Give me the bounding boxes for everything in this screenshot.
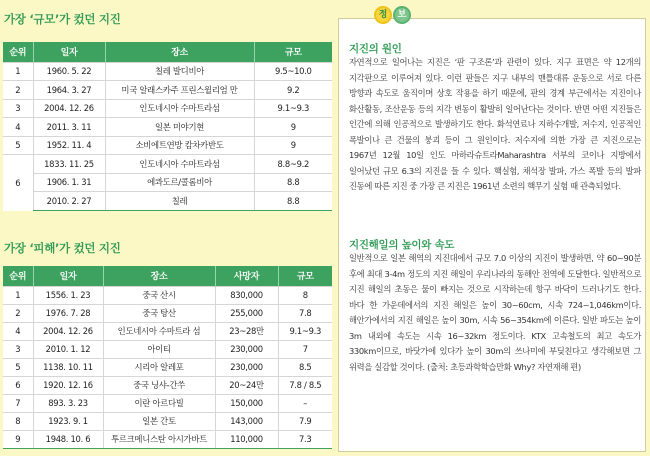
tsunami-text: 일반적으로 일본 해역의 지진대에서 규모 7.0 이상의 지진이 발생하면, 약 60~90분 후에 최대 3-4m 정도의 지진 해일이 우리나라의 동해안 전역에 도달한다. 일반적으로 지진 해일의 초동은 물이 빠지는 것으로 시작하는데 항구 바닥이 드러나기도 한다. 바다 한 가운데에서의 지진 해일은 높이 30~60cm, 시속 724~1,046km이다. 해안가에서의 지진 해일은 높이 30m, 시속 56~354km에 이른다. 일반 파도는 높이 3m 내외에 속도는 시속 16~32km 정도이다. KTX 고속철도의 최고 속도가 330km이므로, 바닷가에 있다가 높이 30m의 쓰나미에 부딪친다고 생각해보면 그 위력을 실감할 것이다. (출처: 초등과학학습만화 Why? 자연재해 편) bbox=[349, 253, 641, 372]
cell-date: 1920. 12. 16 bbox=[33, 376, 103, 394]
cell-place: 칠레 발디비아 bbox=[105, 62, 254, 81]
cell-deaths: 23~28만 bbox=[215, 322, 278, 340]
table-row bbox=[3, 118, 332, 137]
table-row bbox=[3, 155, 332, 174]
cell-deaths: 110,000 bbox=[215, 430, 278, 448]
table-row bbox=[3, 430, 332, 448]
cell-date: 2004. 12. 26 bbox=[33, 99, 105, 118]
table-header-row bbox=[3, 266, 332, 286]
cell-rank: 3 bbox=[3, 340, 33, 358]
cell-place: 일본 간토 bbox=[103, 412, 215, 430]
cell-magnitude: 8.8 bbox=[254, 192, 332, 211]
cell-deaths: 150,000 bbox=[215, 394, 278, 412]
cell-magnitude: 9 bbox=[254, 136, 332, 155]
header-place: 장소 bbox=[103, 266, 215, 286]
info-box bbox=[338, 10, 646, 452]
cell-place: 칠레 bbox=[105, 192, 254, 211]
cell-rank: 5 bbox=[3, 358, 33, 376]
cell-rank: 6 bbox=[3, 155, 33, 211]
cell-place: 소비에트연방 캄차카반도 bbox=[105, 136, 254, 155]
cell-deaths: 830,000 bbox=[215, 286, 278, 304]
info-tag bbox=[374, 6, 411, 24]
info-tag-char: 정 bbox=[374, 6, 392, 24]
cell-place: 에콰도르/콜롬비아 bbox=[105, 173, 254, 192]
table-header-row bbox=[3, 42, 332, 62]
table-row bbox=[3, 394, 332, 412]
table-row bbox=[3, 286, 332, 304]
table-row bbox=[3, 358, 332, 376]
cell-magnitude: 7.9 bbox=[278, 412, 332, 430]
header-rank: 순위 bbox=[3, 42, 33, 62]
scale-section-title: 가장 ‘규모’가 컸던 지진 bbox=[4, 12, 121, 26]
cell-magnitude: 9 bbox=[254, 118, 332, 137]
header-magnitude: 규모 bbox=[254, 42, 332, 62]
header-place: 장소 bbox=[105, 42, 254, 62]
cell-place: 이란 아르다빌 bbox=[103, 394, 215, 412]
cell-magnitude: 7 bbox=[278, 340, 332, 358]
cell-place: 인도네시아 수마트라 섬 bbox=[103, 322, 215, 340]
cell-magnitude: 8.8 bbox=[254, 173, 332, 192]
scale-table bbox=[3, 42, 332, 211]
cell-date: 2011. 3. 11 bbox=[33, 118, 105, 137]
cell-place: 시리아 알레포 bbox=[103, 358, 215, 376]
cell-place: 인도네시아 수마트라섬 bbox=[105, 99, 254, 118]
cell-date: 2004. 12. 26 bbox=[33, 322, 103, 340]
cell-date: 1960. 5. 22 bbox=[33, 62, 105, 81]
header-rank: 순위 bbox=[3, 266, 33, 286]
cell-rank: 1 bbox=[3, 62, 33, 81]
header-date: 일자 bbox=[33, 266, 103, 286]
cell-deaths: 230,000 bbox=[215, 340, 278, 358]
cell-deaths: 255,000 bbox=[215, 304, 278, 322]
table-row bbox=[3, 99, 332, 118]
cell-magnitude: 9.5~10.0 bbox=[254, 62, 332, 81]
table-row bbox=[3, 340, 332, 358]
cell-place: 인도네시아 수마트라섬 bbox=[105, 155, 254, 174]
cell-magnitude: 8.5 bbox=[278, 358, 332, 376]
cell-magnitude: 9.2 bbox=[254, 81, 332, 100]
table-row bbox=[3, 322, 332, 340]
cell-rank: 6 bbox=[3, 376, 33, 394]
cell-magnitude: 8.8~9.2 bbox=[254, 155, 332, 174]
cell-place: 중국 닝샤-간쑤 bbox=[103, 376, 215, 394]
cell-magnitude: 9.1~9.3 bbox=[254, 99, 332, 118]
cell-date: 1906. 1. 31 bbox=[33, 173, 105, 192]
cell-date: 1833. 11. 25 bbox=[33, 155, 105, 174]
cell-deaths: 143,000 bbox=[215, 412, 278, 430]
header-date: 일자 bbox=[33, 42, 105, 62]
cell-rank: 4 bbox=[3, 118, 33, 137]
cell-place: 일본 미야기현 bbox=[105, 118, 254, 137]
cell-date: 1923. 9. 1 bbox=[33, 412, 103, 430]
cell-date: 1976. 7. 28 bbox=[33, 304, 103, 322]
cell-date: 1964. 3. 27 bbox=[33, 81, 105, 100]
cell-magnitude: 8 bbox=[278, 286, 332, 304]
cell-place: 중국 산시 bbox=[103, 286, 215, 304]
cell-date: 2010. 2. 27 bbox=[33, 192, 105, 211]
table-row bbox=[3, 173, 332, 192]
cell-rank: 1 bbox=[3, 286, 33, 304]
table-row bbox=[3, 81, 332, 100]
cell-magnitude: 7.8 bbox=[278, 304, 332, 322]
cell-rank: 9 bbox=[3, 430, 33, 448]
cell-date: 1948. 10. 6 bbox=[33, 430, 103, 448]
cell-date: 1556. 1. 23 bbox=[33, 286, 103, 304]
cell-magnitude: 7.3 bbox=[278, 430, 332, 448]
cell-rank: 2 bbox=[3, 304, 33, 322]
cell-rank: 2 bbox=[3, 81, 33, 100]
cell-date: 2010. 1. 12 bbox=[33, 340, 103, 358]
cell-deaths: 230,000 bbox=[215, 358, 278, 376]
cell-rank: 3 bbox=[3, 99, 33, 118]
cell-magnitude: 9.1~9.3 bbox=[278, 322, 332, 340]
header-magnitude: 규모 bbox=[278, 266, 332, 286]
table-row bbox=[3, 192, 332, 211]
cell-magnitude: 7.8 / 8.5 bbox=[278, 376, 332, 394]
earthquake-cause-title: 지진의 원인 bbox=[349, 43, 402, 55]
info-tag-char: 보 bbox=[393, 6, 411, 24]
header-deaths: 사망자 bbox=[215, 266, 278, 286]
damage-section-title: 가장 ‘피해’가 컸던 지진 bbox=[4, 241, 121, 255]
cell-place: 미국 알래스카주 프린스윌리엄 만 bbox=[105, 81, 254, 100]
cell-date: 1138. 10. 11 bbox=[33, 358, 103, 376]
table-row bbox=[3, 136, 332, 155]
table-row bbox=[3, 412, 332, 430]
cell-place: 투르크메니스탄 아시가바트 bbox=[103, 430, 215, 448]
cell-deaths: 20~24만 bbox=[215, 376, 278, 394]
tsunami-title: 지진해일의 높이와 속도 bbox=[349, 239, 455, 251]
cell-place: 아이티 bbox=[103, 340, 215, 358]
cell-magnitude: – bbox=[278, 394, 332, 412]
cell-rank: 7 bbox=[3, 394, 33, 412]
cell-place: 중국 탕산 bbox=[103, 304, 215, 322]
table-row bbox=[3, 376, 332, 394]
cell-rank: 8 bbox=[3, 412, 33, 430]
cell-date: 893. 3. 23 bbox=[33, 394, 103, 412]
table-row bbox=[3, 62, 332, 81]
damage-table bbox=[3, 266, 332, 449]
cell-rank: 4 bbox=[3, 322, 33, 340]
cell-date: 1952. 11. 4 bbox=[33, 136, 105, 155]
earthquake-cause-text: 자연적으로 일어나는 지진은 ‘판 구조론’과 관련이 있다. 지구 표면은 약 12개의 지각판으로 이루어져 있다. 이런 판들은 지구 내부의 맨틀대류 운동으로 서로 다른 방향과 속도로 움직이며 상호 작용을 하기 때문에, 판의 경계 부근에서는 지진이나 화산활동, 조산운동 등의 지각 변동이 활발히 일어난다는 것이다. 반면 어떤 지진들은 인간에 의해 인공적으로 발생하기도 한다. 화석연료나 지하수개발, 저수지, 인공적인 폭발이나 큰 건물의 붕괴 등이 그 원인이다. 저수지에 의한 가장 큰 지진으로는 1967년 12월 10일 인도 마하라슈트라Maharashtra 서부의 코이나 지방에서 일어났던 규모 6.3의 지진을 들 수 있다. 핵실험, 채석장 발파, 가스 폭발 등의 발파 진동에 따른 지진 중 가장 큰 지진은 1961년 소련의 핵무기 실험 때 관측되었다. bbox=[349, 57, 641, 191]
table-row bbox=[3, 304, 332, 322]
cell-rank: 5 bbox=[3, 136, 33, 155]
